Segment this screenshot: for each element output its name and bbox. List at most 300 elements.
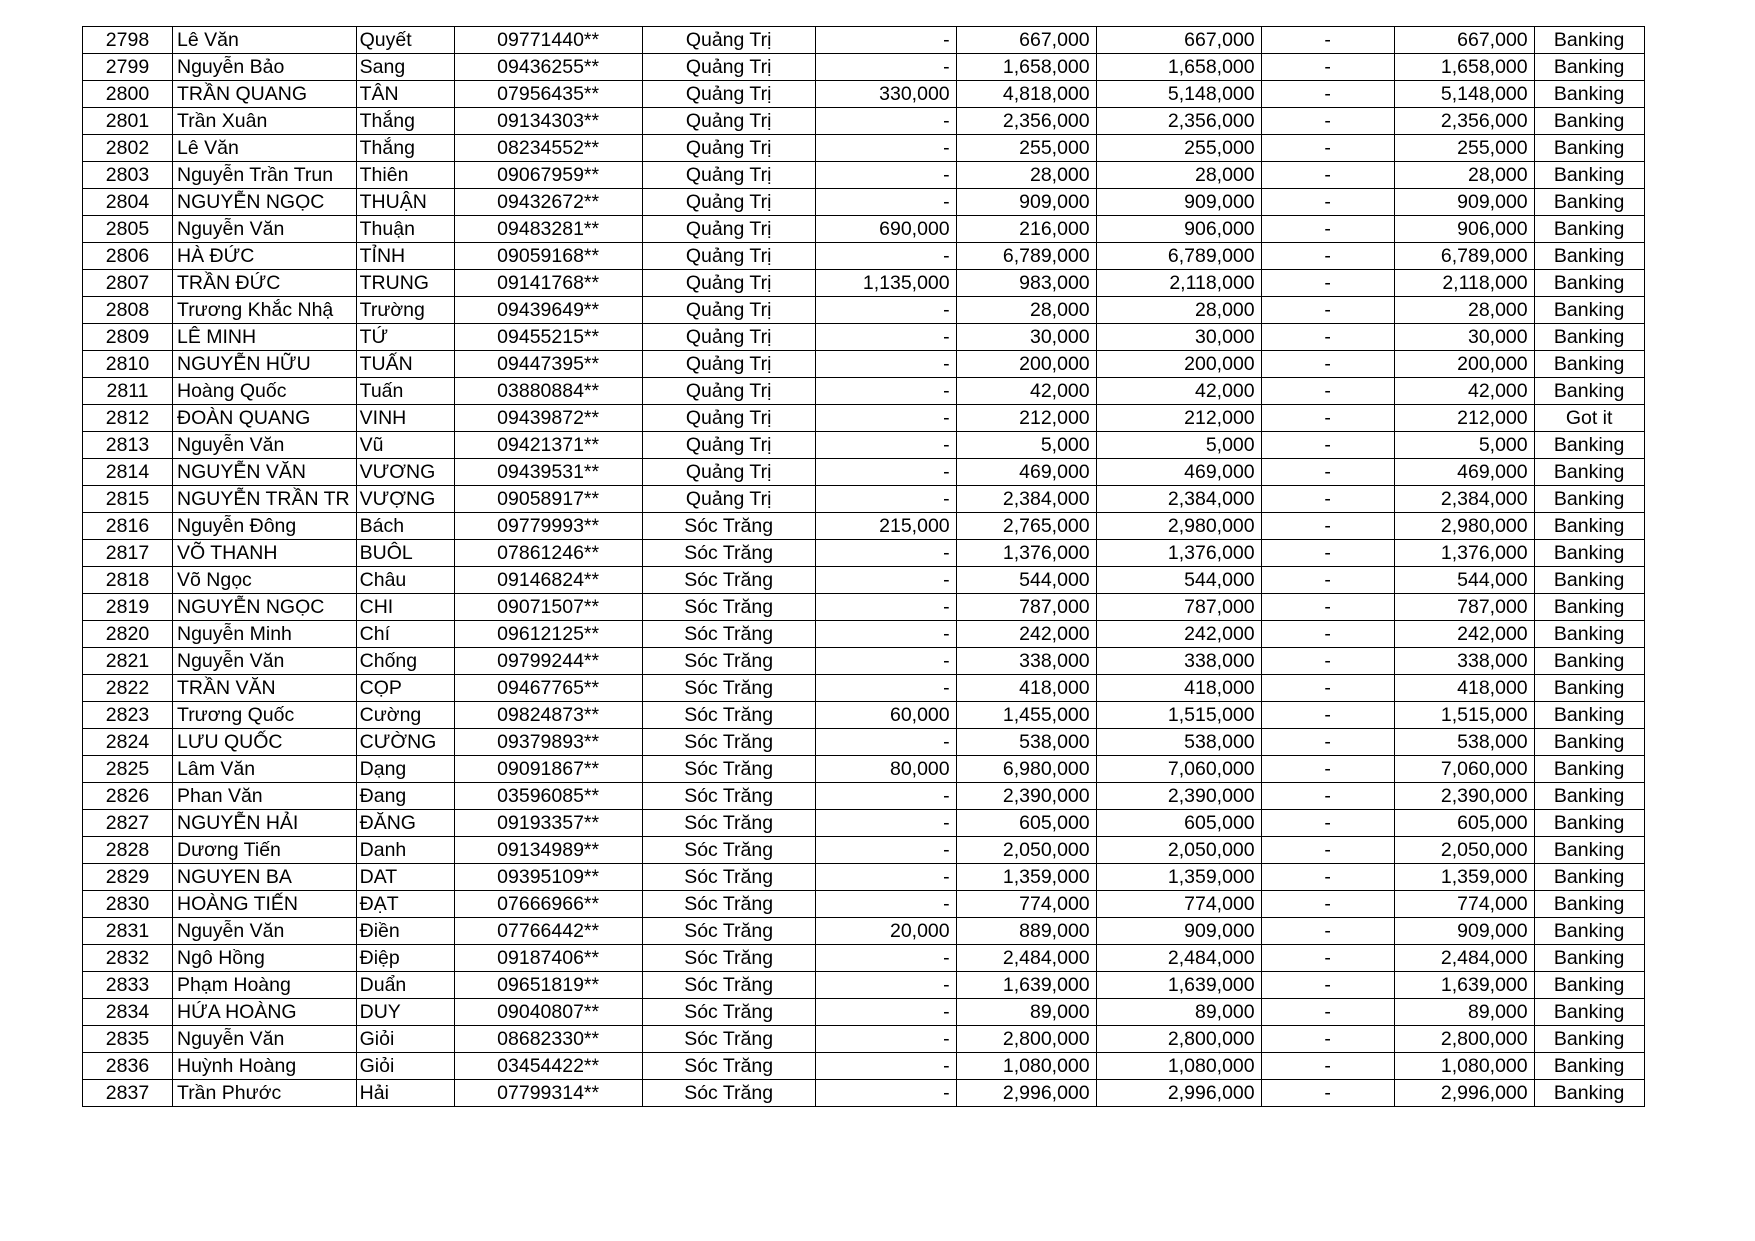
cell-deduction: - bbox=[1261, 972, 1394, 999]
cell-row-number: 2818 bbox=[83, 567, 173, 594]
cell-given-name: Tuấn bbox=[356, 378, 454, 405]
cell-deduction: - bbox=[1261, 324, 1394, 351]
cell-phone-number: 09779993** bbox=[454, 513, 642, 540]
cell-net-amount: 1,376,000 bbox=[1394, 540, 1534, 567]
cell-amount-2: 983,000 bbox=[956, 270, 1096, 297]
cell-deduction: - bbox=[1261, 162, 1394, 189]
cell-amount-1: - bbox=[815, 648, 956, 675]
cell-province: Quảng Trị bbox=[642, 432, 815, 459]
cell-deduction: - bbox=[1261, 756, 1394, 783]
cell-payment-method: Banking bbox=[1534, 675, 1644, 702]
cell-family-name: Võ Ngọc bbox=[173, 567, 357, 594]
cell-family-name: TRẦN QUANG bbox=[173, 81, 357, 108]
cell-province: Quảng Trị bbox=[642, 378, 815, 405]
cell-net-amount: 2,050,000 bbox=[1394, 837, 1534, 864]
cell-phone-number: 09432672** bbox=[454, 189, 642, 216]
cell-given-name: Giỏi bbox=[356, 1026, 454, 1053]
cell-total-amount: 667,000 bbox=[1096, 27, 1261, 54]
cell-row-number: 2836 bbox=[83, 1053, 173, 1080]
cell-amount-2: 42,000 bbox=[956, 378, 1096, 405]
cell-family-name: Trương Khắc Nhậ bbox=[173, 297, 357, 324]
cell-amount-2: 2,765,000 bbox=[956, 513, 1096, 540]
table-row bbox=[83, 891, 1645, 918]
cell-total-amount: 909,000 bbox=[1096, 189, 1261, 216]
cell-amount-2: 255,000 bbox=[956, 135, 1096, 162]
cell-deduction: - bbox=[1261, 702, 1394, 729]
cell-amount-1: 215,000 bbox=[815, 513, 956, 540]
cell-family-name: Nguyễn Minh bbox=[173, 621, 357, 648]
cell-amount-1: 1,135,000 bbox=[815, 270, 956, 297]
cell-phone-number: 07666966** bbox=[454, 891, 642, 918]
cell-phone-number: 09483281** bbox=[454, 216, 642, 243]
cell-province: Sóc Trăng bbox=[642, 972, 815, 999]
cell-amount-2: 889,000 bbox=[956, 918, 1096, 945]
cell-deduction: - bbox=[1261, 837, 1394, 864]
cell-payment-method: Banking bbox=[1534, 729, 1644, 756]
cell-net-amount: 255,000 bbox=[1394, 135, 1534, 162]
cell-payment-method: Banking bbox=[1534, 972, 1644, 999]
cell-row-number: 2822 bbox=[83, 675, 173, 702]
cell-province: Sóc Trăng bbox=[642, 999, 815, 1026]
cell-total-amount: 2,050,000 bbox=[1096, 837, 1261, 864]
cell-family-name: TRẦN VĂN bbox=[173, 675, 357, 702]
cell-amount-2: 2,390,000 bbox=[956, 783, 1096, 810]
cell-net-amount: 774,000 bbox=[1394, 891, 1534, 918]
cell-province: Quảng Trị bbox=[642, 324, 815, 351]
cell-amount-1: - bbox=[815, 297, 956, 324]
cell-payment-method: Banking bbox=[1534, 108, 1644, 135]
cell-net-amount: 1,515,000 bbox=[1394, 702, 1534, 729]
cell-payment-method: Banking bbox=[1534, 135, 1644, 162]
cell-phone-number: 09134989** bbox=[454, 837, 642, 864]
cell-given-name: CƯỜNG bbox=[356, 729, 454, 756]
cell-row-number: 2801 bbox=[83, 108, 173, 135]
cell-amount-1: - bbox=[815, 108, 956, 135]
table-row bbox=[83, 324, 1645, 351]
cell-net-amount: 2,484,000 bbox=[1394, 945, 1534, 972]
cell-province: Sóc Trăng bbox=[642, 810, 815, 837]
cell-province: Sóc Trăng bbox=[642, 702, 815, 729]
table-row bbox=[83, 945, 1645, 972]
cell-total-amount: 909,000 bbox=[1096, 918, 1261, 945]
cell-total-amount: 906,000 bbox=[1096, 216, 1261, 243]
cell-payment-method: Banking bbox=[1534, 243, 1644, 270]
cell-given-name: Cường bbox=[356, 702, 454, 729]
cell-deduction: - bbox=[1261, 216, 1394, 243]
cell-given-name: CỌP bbox=[356, 675, 454, 702]
cell-family-name: ĐOÀN QUANG bbox=[173, 405, 357, 432]
cell-given-name: Bách bbox=[356, 513, 454, 540]
cell-family-name: Nguyễn Bảo bbox=[173, 54, 357, 81]
cell-deduction: - bbox=[1261, 108, 1394, 135]
cell-deduction: - bbox=[1261, 135, 1394, 162]
cell-net-amount: 200,000 bbox=[1394, 351, 1534, 378]
cell-amount-2: 6,789,000 bbox=[956, 243, 1096, 270]
cell-net-amount: 1,658,000 bbox=[1394, 54, 1534, 81]
cell-phone-number: 09467765** bbox=[454, 675, 642, 702]
cell-amount-2: 5,000 bbox=[956, 432, 1096, 459]
cell-row-number: 2827 bbox=[83, 810, 173, 837]
cell-row-number: 2830 bbox=[83, 891, 173, 918]
cell-phone-number: 09771440** bbox=[454, 27, 642, 54]
cell-total-amount: 1,376,000 bbox=[1096, 540, 1261, 567]
cell-net-amount: 89,000 bbox=[1394, 999, 1534, 1026]
cell-family-name: NGUYỄN HỮU bbox=[173, 351, 357, 378]
cell-deduction: - bbox=[1261, 459, 1394, 486]
table-row bbox=[83, 972, 1645, 999]
cell-given-name: Thắng bbox=[356, 108, 454, 135]
cell-amount-2: 1,639,000 bbox=[956, 972, 1096, 999]
cell-total-amount: 2,996,000 bbox=[1096, 1080, 1261, 1107]
cell-amount-2: 338,000 bbox=[956, 648, 1096, 675]
cell-deduction: - bbox=[1261, 351, 1394, 378]
cell-amount-2: 1,455,000 bbox=[956, 702, 1096, 729]
cell-deduction: - bbox=[1261, 378, 1394, 405]
cell-phone-number: 03596085** bbox=[454, 783, 642, 810]
cell-payment-method: Banking bbox=[1534, 216, 1644, 243]
cell-province: Quảng Trị bbox=[642, 162, 815, 189]
cell-amount-2: 28,000 bbox=[956, 297, 1096, 324]
cell-phone-number: 09040807** bbox=[454, 999, 642, 1026]
cell-net-amount: 42,000 bbox=[1394, 378, 1534, 405]
cell-family-name: Lâm Văn bbox=[173, 756, 357, 783]
cell-row-number: 2805 bbox=[83, 216, 173, 243]
cell-row-number: 2831 bbox=[83, 918, 173, 945]
cell-total-amount: 212,000 bbox=[1096, 405, 1261, 432]
cell-province: Sóc Trăng bbox=[642, 675, 815, 702]
cell-family-name: Phan Văn bbox=[173, 783, 357, 810]
cell-given-name: Điệp bbox=[356, 945, 454, 972]
cell-row-number: 2817 bbox=[83, 540, 173, 567]
cell-row-number: 2835 bbox=[83, 1026, 173, 1053]
cell-row-number: 2837 bbox=[83, 1080, 173, 1107]
cell-phone-number: 03880884** bbox=[454, 378, 642, 405]
cell-deduction: - bbox=[1261, 540, 1394, 567]
cell-given-name: ĐẠT bbox=[356, 891, 454, 918]
cell-phone-number: 09395109** bbox=[454, 864, 642, 891]
cell-given-name: CHI bbox=[356, 594, 454, 621]
cell-net-amount: 469,000 bbox=[1394, 459, 1534, 486]
cell-amount-2: 787,000 bbox=[956, 594, 1096, 621]
cell-payment-method: Banking bbox=[1534, 648, 1644, 675]
cell-row-number: 2804 bbox=[83, 189, 173, 216]
cell-deduction: - bbox=[1261, 783, 1394, 810]
cell-net-amount: 544,000 bbox=[1394, 567, 1534, 594]
cell-deduction: - bbox=[1261, 486, 1394, 513]
cell-payment-method: Banking bbox=[1534, 81, 1644, 108]
cell-amount-1: - bbox=[815, 1080, 956, 1107]
cell-net-amount: 787,000 bbox=[1394, 594, 1534, 621]
table-row bbox=[83, 54, 1645, 81]
cell-row-number: 2824 bbox=[83, 729, 173, 756]
cell-amount-2: 544,000 bbox=[956, 567, 1096, 594]
cell-payment-method: Banking bbox=[1534, 189, 1644, 216]
cell-total-amount: 6,789,000 bbox=[1096, 243, 1261, 270]
cell-row-number: 2825 bbox=[83, 756, 173, 783]
cell-given-name: Thiên bbox=[356, 162, 454, 189]
table-row bbox=[83, 81, 1645, 108]
cell-phone-number: 09067959** bbox=[454, 162, 642, 189]
cell-net-amount: 7,060,000 bbox=[1394, 756, 1534, 783]
cell-amount-2: 2,384,000 bbox=[956, 486, 1096, 513]
cell-amount-2: 538,000 bbox=[956, 729, 1096, 756]
cell-deduction: - bbox=[1261, 999, 1394, 1026]
cell-amount-2: 89,000 bbox=[956, 999, 1096, 1026]
cell-phone-number: 07861246** bbox=[454, 540, 642, 567]
cell-total-amount: 2,384,000 bbox=[1096, 486, 1261, 513]
cell-province: Sóc Trăng bbox=[642, 729, 815, 756]
cell-net-amount: 5,148,000 bbox=[1394, 81, 1534, 108]
cell-payment-method: Banking bbox=[1534, 351, 1644, 378]
table-row bbox=[83, 621, 1645, 648]
cell-row-number: 2803 bbox=[83, 162, 173, 189]
cell-deduction: - bbox=[1261, 864, 1394, 891]
cell-given-name: Châu bbox=[356, 567, 454, 594]
cell-phone-number: 09058917** bbox=[454, 486, 642, 513]
cell-phone-number: 09651819** bbox=[454, 972, 642, 999]
cell-net-amount: 6,789,000 bbox=[1394, 243, 1534, 270]
cell-payment-method: Banking bbox=[1534, 891, 1644, 918]
cell-amount-1: - bbox=[815, 1026, 956, 1053]
cell-total-amount: 5,000 bbox=[1096, 432, 1261, 459]
cell-given-name: Đang bbox=[356, 783, 454, 810]
cell-row-number: 2828 bbox=[83, 837, 173, 864]
cell-amount-2: 200,000 bbox=[956, 351, 1096, 378]
cell-payment-method: Banking bbox=[1534, 297, 1644, 324]
cell-net-amount: 2,980,000 bbox=[1394, 513, 1534, 540]
cell-deduction: - bbox=[1261, 567, 1394, 594]
cell-total-amount: 28,000 bbox=[1096, 162, 1261, 189]
cell-amount-1: - bbox=[815, 540, 956, 567]
cell-total-amount: 1,658,000 bbox=[1096, 54, 1261, 81]
cell-family-name: NGUYỄN NGỌC bbox=[173, 189, 357, 216]
cell-row-number: 2819 bbox=[83, 594, 173, 621]
cell-phone-number: 07766442** bbox=[454, 918, 642, 945]
cell-amount-1: - bbox=[815, 243, 956, 270]
cell-phone-number: 09439531** bbox=[454, 459, 642, 486]
table-row bbox=[83, 1053, 1645, 1080]
cell-net-amount: 5,000 bbox=[1394, 432, 1534, 459]
cell-amount-1: - bbox=[815, 837, 956, 864]
cell-province: Quảng Trị bbox=[642, 270, 815, 297]
cell-deduction: - bbox=[1261, 1053, 1394, 1080]
cell-amount-1: - bbox=[815, 162, 956, 189]
cell-given-name: Hải bbox=[356, 1080, 454, 1107]
cell-total-amount: 200,000 bbox=[1096, 351, 1261, 378]
cell-given-name: VƯƠNG bbox=[356, 459, 454, 486]
cell-province: Sóc Trăng bbox=[642, 945, 815, 972]
table-row bbox=[83, 432, 1645, 459]
cell-phone-number: 09059168** bbox=[454, 243, 642, 270]
cell-amount-1: 80,000 bbox=[815, 756, 956, 783]
cell-phone-number: 09146824** bbox=[454, 567, 642, 594]
cell-given-name: Thuận bbox=[356, 216, 454, 243]
cell-payment-method: Banking bbox=[1534, 756, 1644, 783]
cell-province: Quảng Trị bbox=[642, 108, 815, 135]
cell-phone-number: 09071507** bbox=[454, 594, 642, 621]
table-row bbox=[83, 405, 1645, 432]
table-row bbox=[83, 837, 1645, 864]
cell-phone-number: 09455215** bbox=[454, 324, 642, 351]
table-row bbox=[83, 135, 1645, 162]
cell-given-name: Chí bbox=[356, 621, 454, 648]
cell-family-name: NGUYỄN HẢI bbox=[173, 810, 357, 837]
cell-given-name: Thắng bbox=[356, 135, 454, 162]
cell-given-name: TỨ bbox=[356, 324, 454, 351]
cell-deduction: - bbox=[1261, 729, 1394, 756]
cell-family-name: Nguyễn Văn bbox=[173, 432, 357, 459]
cell-net-amount: 212,000 bbox=[1394, 405, 1534, 432]
cell-deduction: - bbox=[1261, 675, 1394, 702]
cell-row-number: 2811 bbox=[83, 378, 173, 405]
cell-row-number: 2800 bbox=[83, 81, 173, 108]
cell-family-name: Trần Phước bbox=[173, 1080, 357, 1107]
cell-net-amount: 667,000 bbox=[1394, 27, 1534, 54]
cell-family-name: NGUYỄN VĂN bbox=[173, 459, 357, 486]
cell-payment-method: Banking bbox=[1534, 486, 1644, 513]
cell-total-amount: 1,639,000 bbox=[1096, 972, 1261, 999]
cell-row-number: 2813 bbox=[83, 432, 173, 459]
cell-given-name: TUẤN bbox=[356, 351, 454, 378]
cell-family-name: TRẦN ĐỨC bbox=[173, 270, 357, 297]
cell-row-number: 2833 bbox=[83, 972, 173, 999]
cell-given-name: THUẬN bbox=[356, 189, 454, 216]
cell-province: Sóc Trăng bbox=[642, 1080, 815, 1107]
cell-family-name: NGUYEN BA bbox=[173, 864, 357, 891]
cell-payment-method: Banking bbox=[1534, 378, 1644, 405]
cell-row-number: 2812 bbox=[83, 405, 173, 432]
cell-family-name: NGUYỄN NGỌC bbox=[173, 594, 357, 621]
table-row bbox=[83, 270, 1645, 297]
cell-province: Quảng Trị bbox=[642, 135, 815, 162]
cell-total-amount: 2,390,000 bbox=[1096, 783, 1261, 810]
cell-total-amount: 89,000 bbox=[1096, 999, 1261, 1026]
cell-row-number: 2816 bbox=[83, 513, 173, 540]
table-row bbox=[83, 675, 1645, 702]
cell-amount-1: - bbox=[815, 378, 956, 405]
cell-net-amount: 2,996,000 bbox=[1394, 1080, 1534, 1107]
cell-row-number: 2809 bbox=[83, 324, 173, 351]
cell-province: Sóc Trăng bbox=[642, 621, 815, 648]
cell-family-name: Lê Văn bbox=[173, 135, 357, 162]
cell-amount-1: - bbox=[815, 594, 956, 621]
cell-given-name: Trường bbox=[356, 297, 454, 324]
cell-province: Quảng Trị bbox=[642, 297, 815, 324]
cell-amount-1: - bbox=[815, 1053, 956, 1080]
cell-phone-number: 03454422** bbox=[454, 1053, 642, 1080]
cell-net-amount: 605,000 bbox=[1394, 810, 1534, 837]
cell-phone-number: 09141768** bbox=[454, 270, 642, 297]
cell-total-amount: 1,359,000 bbox=[1096, 864, 1261, 891]
cell-net-amount: 909,000 bbox=[1394, 918, 1534, 945]
cell-net-amount: 418,000 bbox=[1394, 675, 1534, 702]
cell-total-amount: 42,000 bbox=[1096, 378, 1261, 405]
table-row bbox=[83, 459, 1645, 486]
cell-province: Sóc Trăng bbox=[642, 1026, 815, 1053]
table-row bbox=[83, 810, 1645, 837]
cell-net-amount: 909,000 bbox=[1394, 189, 1534, 216]
cell-family-name: Nguyễn Văn bbox=[173, 1026, 357, 1053]
cell-deduction: - bbox=[1261, 270, 1394, 297]
cell-row-number: 2814 bbox=[83, 459, 173, 486]
cell-payment-method: Banking bbox=[1534, 621, 1644, 648]
cell-province: Quảng Trị bbox=[642, 54, 815, 81]
cell-province: Quảng Trị bbox=[642, 216, 815, 243]
cell-province: Sóc Trăng bbox=[642, 648, 815, 675]
cell-amount-2: 30,000 bbox=[956, 324, 1096, 351]
cell-total-amount: 538,000 bbox=[1096, 729, 1261, 756]
cell-family-name: Nguyễn Trần Trun bbox=[173, 162, 357, 189]
cell-amount-1: - bbox=[815, 567, 956, 594]
cell-amount-1: - bbox=[815, 945, 956, 972]
cell-net-amount: 242,000 bbox=[1394, 621, 1534, 648]
table-row bbox=[83, 351, 1645, 378]
cell-amount-2: 1,376,000 bbox=[956, 540, 1096, 567]
table-row bbox=[83, 756, 1645, 783]
cell-total-amount: 7,060,000 bbox=[1096, 756, 1261, 783]
cell-net-amount: 30,000 bbox=[1394, 324, 1534, 351]
cell-amount-1: - bbox=[815, 54, 956, 81]
cell-family-name: Trương Quốc bbox=[173, 702, 357, 729]
cell-net-amount: 538,000 bbox=[1394, 729, 1534, 756]
cell-payment-method: Banking bbox=[1534, 27, 1644, 54]
cell-row-number: 2807 bbox=[83, 270, 173, 297]
cell-amount-1: 690,000 bbox=[815, 216, 956, 243]
cell-total-amount: 30,000 bbox=[1096, 324, 1261, 351]
cell-net-amount: 2,800,000 bbox=[1394, 1026, 1534, 1053]
cell-total-amount: 2,356,000 bbox=[1096, 108, 1261, 135]
cell-given-name: Giỏi bbox=[356, 1053, 454, 1080]
cell-amount-1: - bbox=[815, 432, 956, 459]
cell-amount-2: 4,818,000 bbox=[956, 81, 1096, 108]
cell-payment-method: Banking bbox=[1534, 324, 1644, 351]
cell-phone-number: 09193357** bbox=[454, 810, 642, 837]
cell-row-number: 2808 bbox=[83, 297, 173, 324]
cell-province: Sóc Trăng bbox=[642, 837, 815, 864]
cell-phone-number: 09439649** bbox=[454, 297, 642, 324]
cell-given-name: Duẩn bbox=[356, 972, 454, 999]
cell-deduction: - bbox=[1261, 621, 1394, 648]
cell-family-name: Huỳnh Hoàng bbox=[173, 1053, 357, 1080]
cell-family-name: VÕ THANH bbox=[173, 540, 357, 567]
cell-net-amount: 28,000 bbox=[1394, 297, 1534, 324]
cell-phone-number: 09799244** bbox=[454, 648, 642, 675]
cell-given-name: TRUNG bbox=[356, 270, 454, 297]
cell-row-number: 2826 bbox=[83, 783, 173, 810]
cell-family-name: Nguyễn Văn bbox=[173, 648, 357, 675]
cell-amount-2: 28,000 bbox=[956, 162, 1096, 189]
cell-row-number: 2799 bbox=[83, 54, 173, 81]
cell-payment-method: Banking bbox=[1534, 702, 1644, 729]
cell-payment-method: Banking bbox=[1534, 540, 1644, 567]
cell-deduction: - bbox=[1261, 54, 1394, 81]
records-table bbox=[82, 26, 1645, 1107]
cell-amount-1: - bbox=[815, 459, 956, 486]
cell-province: Sóc Trăng bbox=[642, 783, 815, 810]
cell-total-amount: 28,000 bbox=[1096, 297, 1261, 324]
cell-payment-method: Banking bbox=[1534, 783, 1644, 810]
cell-total-amount: 242,000 bbox=[1096, 621, 1261, 648]
table-row bbox=[83, 378, 1645, 405]
cell-payment-method: Banking bbox=[1534, 54, 1644, 81]
cell-deduction: - bbox=[1261, 1026, 1394, 1053]
cell-family-name: Phạm Hoàng bbox=[173, 972, 357, 999]
cell-payment-method: Banking bbox=[1534, 594, 1644, 621]
cell-given-name: BUÔL bbox=[356, 540, 454, 567]
table-row bbox=[83, 27, 1645, 54]
cell-deduction: - bbox=[1261, 918, 1394, 945]
cell-family-name: LƯU QUỐC bbox=[173, 729, 357, 756]
